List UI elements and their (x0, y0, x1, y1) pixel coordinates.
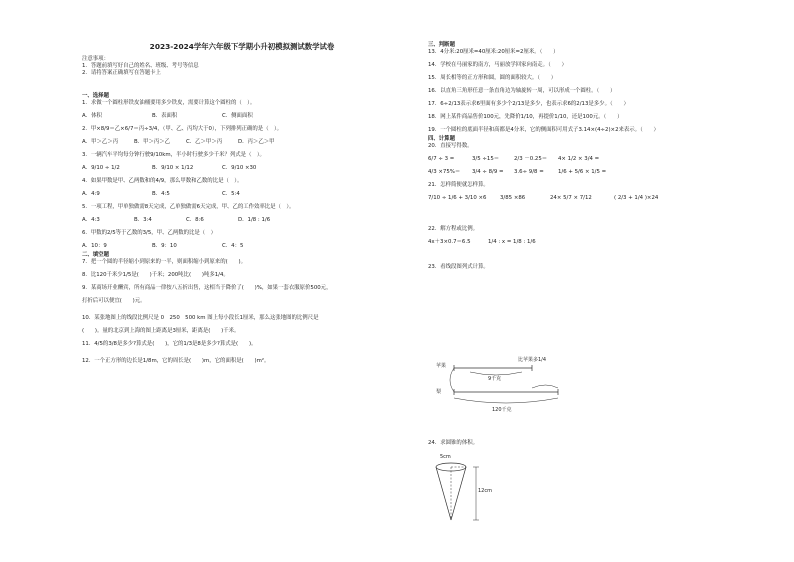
question-22-row (428, 239, 758, 246)
option: B．4:5 (152, 191, 170, 197)
segment-diagram (436, 357, 576, 422)
section-heading-fill: 二、填空题 (82, 252, 109, 258)
question-17: 17．6÷2/13表示求6里面有多少个2/13是多少，也表示求6的2/13是多少。（ ） (428, 101, 629, 107)
option: D．1/8 : 1/6 (238, 217, 271, 223)
question-2-options (82, 139, 402, 146)
calc-item: 2/3 －0.25＝ (514, 156, 548, 162)
question-20-row (428, 169, 758, 176)
question-4: 4．如果甲数是甲、乙两数和的4/9，那么甲数和乙数的比是（ ）。 (82, 178, 243, 184)
question-11: 11．4/5的3/8是多少?算式是( )，它的1/3是8是多少?算式是( )。 (82, 341, 257, 347)
calc-item: 1/6 + 5/6 × 1/5 = (558, 169, 607, 175)
equation: 4x＋3×0.7＝6.5 (428, 239, 471, 245)
option: C．8:6 (186, 217, 204, 223)
question-10-cont: ( )。量的北京到上海的图上距离是3厘米，距离是( )千米。 (82, 328, 240, 334)
question-3-options (82, 165, 402, 172)
option: A．体积 (82, 113, 102, 119)
calc-item: 4× 1/2 × 3/4 = (558, 156, 600, 162)
question-5: 5．一项工程，甲单独做需8天完成，乙单独做需6天完成，甲、乙的工作效率比是（ ）。 (82, 204, 295, 210)
calc-item: 3/4 ÷ 8/9 = (472, 169, 504, 175)
option: B．3:4 (134, 217, 152, 223)
question-9: 9．某商场开业酬宾，所有商品一律按八五折出售，这相当于降价了( )%，如果一套衣服原价500元， (82, 285, 332, 291)
notice-item: 2．请将答案正确填写在答题卡上 (82, 70, 161, 76)
question-9-cont: 打折后可以便宜( )元。 (82, 298, 146, 304)
question-19: 19．一个圆柱的底面半径和高都是4分米，它的侧面积可用式子3.14×(4÷2)×2来表示。（ ） (428, 127, 659, 133)
option: A．4:3 (82, 217, 100, 223)
more-label: 比苹果多1/4 (518, 357, 547, 363)
section-heading-judge: 三、判断题 (428, 42, 455, 48)
calc-item: 3/85 ×86 (500, 195, 526, 201)
equation: 1/4 : x = 1/8 : 1/6 (488, 239, 536, 245)
question-8: 8．比120千米少1/5是( )千米；200吨比( )吨多1/4。 (82, 272, 229, 278)
question-3: 3．一辆汽车平均每分钟行驶9/10km，半小时行驶多少千米？列式是（ ）。 (82, 152, 265, 158)
notice-heading: 注意事项： (82, 56, 109, 62)
question-24: 24．求圆锥的体积。 (428, 440, 478, 446)
question-21-row (428, 195, 758, 202)
option: C．9/10 ×30 (222, 165, 257, 171)
question-13: 13．4分米:20厘米=40厘米:20厘米=2厘米。（ ） (428, 49, 559, 55)
question-1: 1．求做一个圆柱形铁皮油桶要用多少铁皮，需要计算这个圆柱的（ ）。 (82, 100, 256, 106)
question-21: 21．怎样简便就怎样算。 (428, 182, 489, 188)
question-15: 15．周长相等的正方形和圆，圆的面积较大。（ ） (428, 75, 557, 81)
option: C．5:4 (222, 191, 240, 197)
question-6: 6．甲数的2/5等于乙数的3/5，甲、乙两数的比是（ ） (82, 230, 216, 236)
option: B．9：10 (152, 243, 177, 249)
question-18: 18．网上某件商品售价100元，先降价1/10，再提价1/10，还是100元。（ ） (428, 114, 623, 120)
question-1-options (82, 113, 402, 120)
option: A．4:9 (82, 191, 100, 197)
exam-title: 2023-2024学年六年级下学期小升初模拟测试数学试卷 (149, 42, 335, 51)
question-7: 7．把一个圆的半径缩小到原来的一半，则面积缩小到原来的( )。 (82, 259, 246, 265)
option: A．9/10 ÷ 1/2 (82, 165, 120, 171)
radius-label: 5cm (440, 454, 451, 460)
question-23: 23．看线段图列式计算。 (428, 264, 489, 270)
notice-item: 1．答题前填写好自己的姓名、班级、考号等信息 (82, 63, 199, 69)
calc-item: 6/7 ÷ 3 = (428, 156, 455, 162)
option: A．甲＞乙＞丙 (82, 139, 119, 145)
option: C．乙＞甲＞丙 (186, 139, 223, 145)
option: C．侧面面积 (222, 113, 253, 119)
question-12: 12．一个正方形的边长是1/8m，它的周长是( )m，它的面积是( )m²。 (82, 358, 270, 364)
pear-label: 梨 (436, 389, 442, 395)
height-label: 12cm (478, 488, 492, 494)
question-5-options (82, 217, 402, 224)
question-14: 14．学校在马丽家的南方，马丽放学回家向南走。（ ） (428, 62, 567, 68)
calc-item: 24× 5/7 × 7/12 (550, 195, 592, 201)
option: B．9/10 × 1/12 (152, 165, 194, 171)
question-10: 10．某张地图上的线段比例尺是 0 250 500 km 图上每小段长1厘米，那么这张地图的比例尺是 (82, 315, 319, 321)
option: B．甲＞丙＞乙 (134, 139, 171, 145)
section-heading-calc: 四、计算题 (428, 136, 455, 142)
cone-diagram (430, 452, 500, 532)
section-heading-choice: 一、选择题 (82, 93, 109, 99)
question-20-row (428, 156, 758, 163)
total-label: 120千克 (492, 407, 512, 413)
calc-item: 3.6÷ 9/8 = (514, 169, 544, 175)
question-20: 20．直接写得数。 (428, 143, 473, 149)
apple-label: 苹果 (436, 363, 447, 369)
question-4-options (82, 191, 402, 198)
calc-item: 4/3 ×75%＝ (428, 169, 461, 175)
right-column (428, 40, 758, 271)
calc-item: 3/5 ÷15＝ (472, 156, 500, 162)
option: C．4：5 (222, 243, 244, 249)
nine-kg-label: 9千克 (488, 376, 502, 382)
calc-item: 7/10 ÷ 1/6 + 3/10 ×6 (428, 195, 487, 201)
segment-lines (436, 362, 576, 422)
question-6-options (82, 243, 402, 250)
question-22: 22．解方程或比例。 (428, 226, 478, 232)
left-column (82, 40, 402, 365)
option: B．表面积 (152, 113, 178, 119)
question-16: 16．以直角三角形任意一条直角边为轴旋转一周，可以形成一个圆柱。（ ） (428, 88, 616, 94)
question-2: 2．甲×8/9＝乙×6/7＝丙÷3/4，（甲、乙、丙均大于0），下列排列正确的是（ ）。 (82, 126, 283, 132)
option: D．丙＞乙＞甲 (238, 139, 275, 145)
cone-shape (430, 452, 500, 532)
option: A．10：9 (82, 243, 107, 249)
calc-item: ( 2/3 + 1/4 )×24 (614, 195, 659, 201)
